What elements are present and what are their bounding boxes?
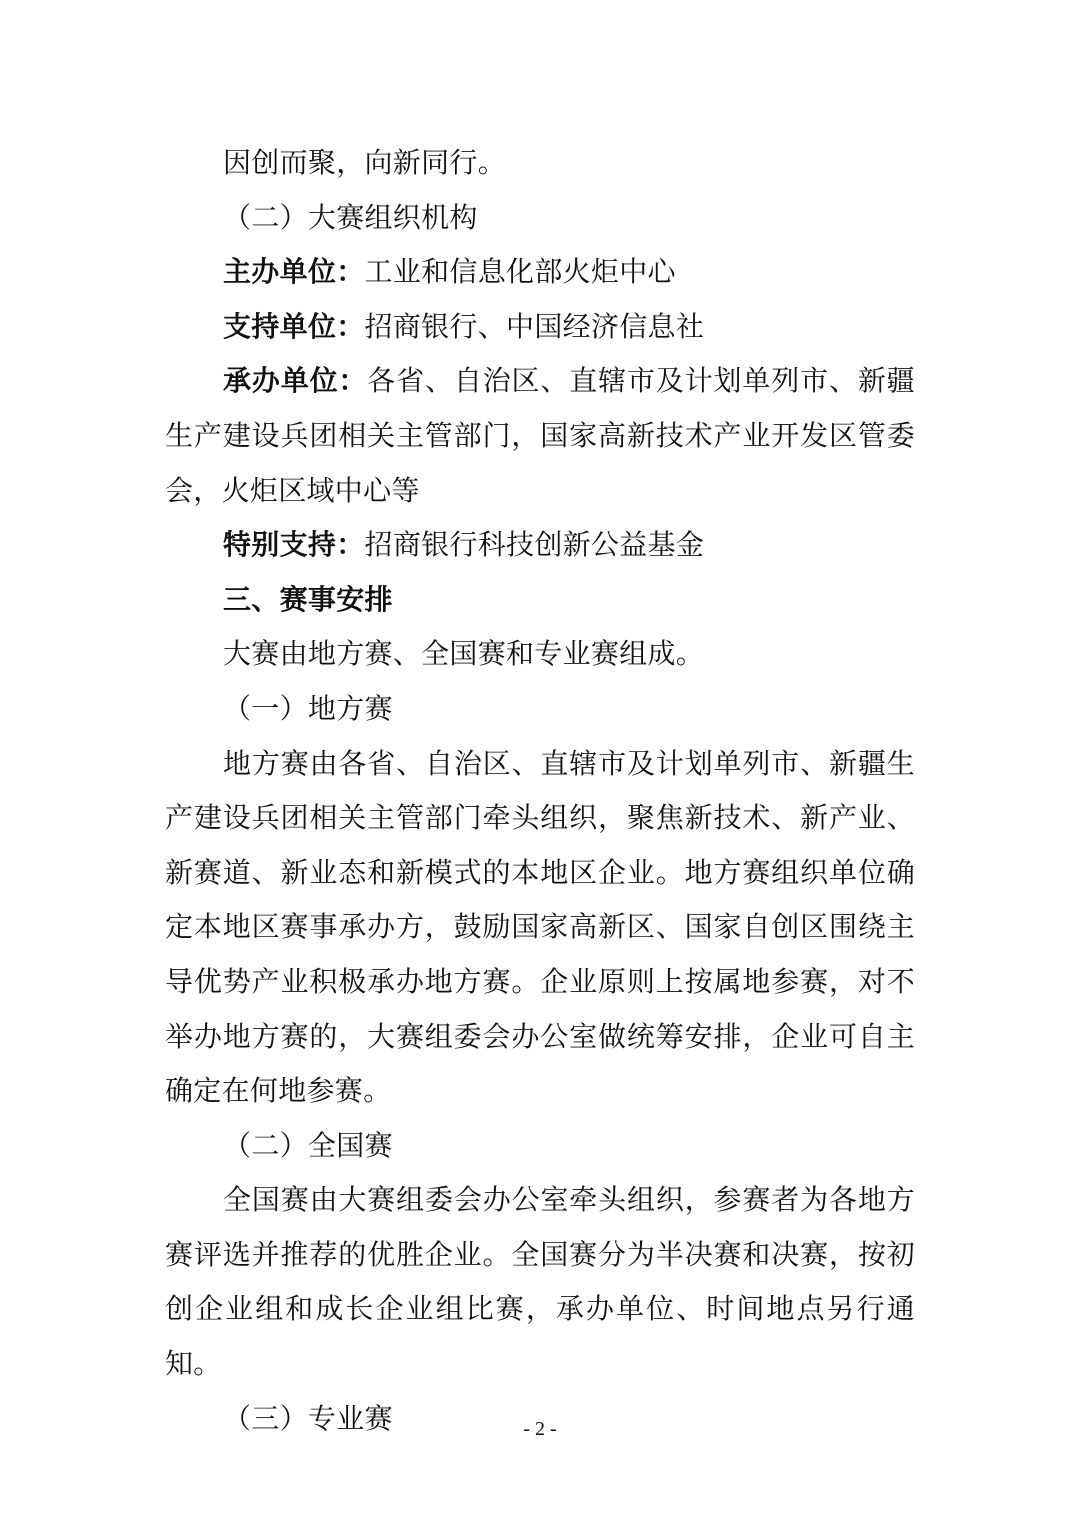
paragraph-slogan: 因创而聚，向新同行。 <box>223 146 507 179</box>
label-supporter: 支持单位： <box>223 309 365 343</box>
page-number: - 2 - <box>523 1418 557 1440</box>
text-host: 工业和信息化部火炬中心 <box>364 255 676 289</box>
text-special-support: 招商银行科技创新公益基金 <box>364 528 705 562</box>
subheading-national-competition: （二）全国赛 <box>223 1128 393 1162</box>
document-body <box>165 136 915 1446</box>
paragraph-special-support <box>165 518 915 573</box>
paragraph-schedule-intro: 大赛由地方赛、全国赛和专业赛组成。 <box>223 637 705 671</box>
heading-schedule: 三、赛事安排 <box>223 582 393 616</box>
label-host: 主办单位： <box>223 255 365 289</box>
subheading-professional-competition: （三）专业赛 <box>223 1401 393 1435</box>
paragraph-organizer <box>165 354 915 518</box>
subheading-organizers: （二）大赛组织机构 <box>223 200 478 234</box>
paragraph-national-competition: 全国赛由大赛组委会办公室牵头组织，参赛者为各地方赛评选并推荐的优胜企业。全国赛分为半决赛和决赛，按初创企业组和成长企业组比赛，承办单位、时间地点另行通知。 <box>165 1183 915 1381</box>
text-supporter: 招商银行、中国经济信息社 <box>364 309 705 343</box>
paragraph-supporter <box>165 300 915 355</box>
subheading-local-competition: （一）地方赛 <box>223 691 393 725</box>
label-special-support: 特别支持： <box>223 528 365 562</box>
text-organizer: 各省、自治区、直辖市及计划单列市、新疆生产建设兵团相关主管部门，国家高新技术产业开发区管委会，火炬区域中心等 <box>165 364 915 507</box>
label-organizer: 承办单位： <box>223 364 368 398</box>
paragraph-local-competition: 地方赛由各省、自治区、直辖市及计划单列市、新疆生产建设兵团相关主管部门牵头组织，聚焦新技术、新产业、新赛道、新业态和新模式的本地区企业。地方赛组织单位确定本地区赛事承办方，鼓励国家高新区、国家自创区围绕主导优势产业积极承办地方赛。企业原则上按属地参赛，对不举办地方赛的，大赛组委会办公室做统筹安排，企业可自主确定在何地参赛。 <box>165 746 915 1108</box>
paragraph-host <box>165 245 915 300</box>
